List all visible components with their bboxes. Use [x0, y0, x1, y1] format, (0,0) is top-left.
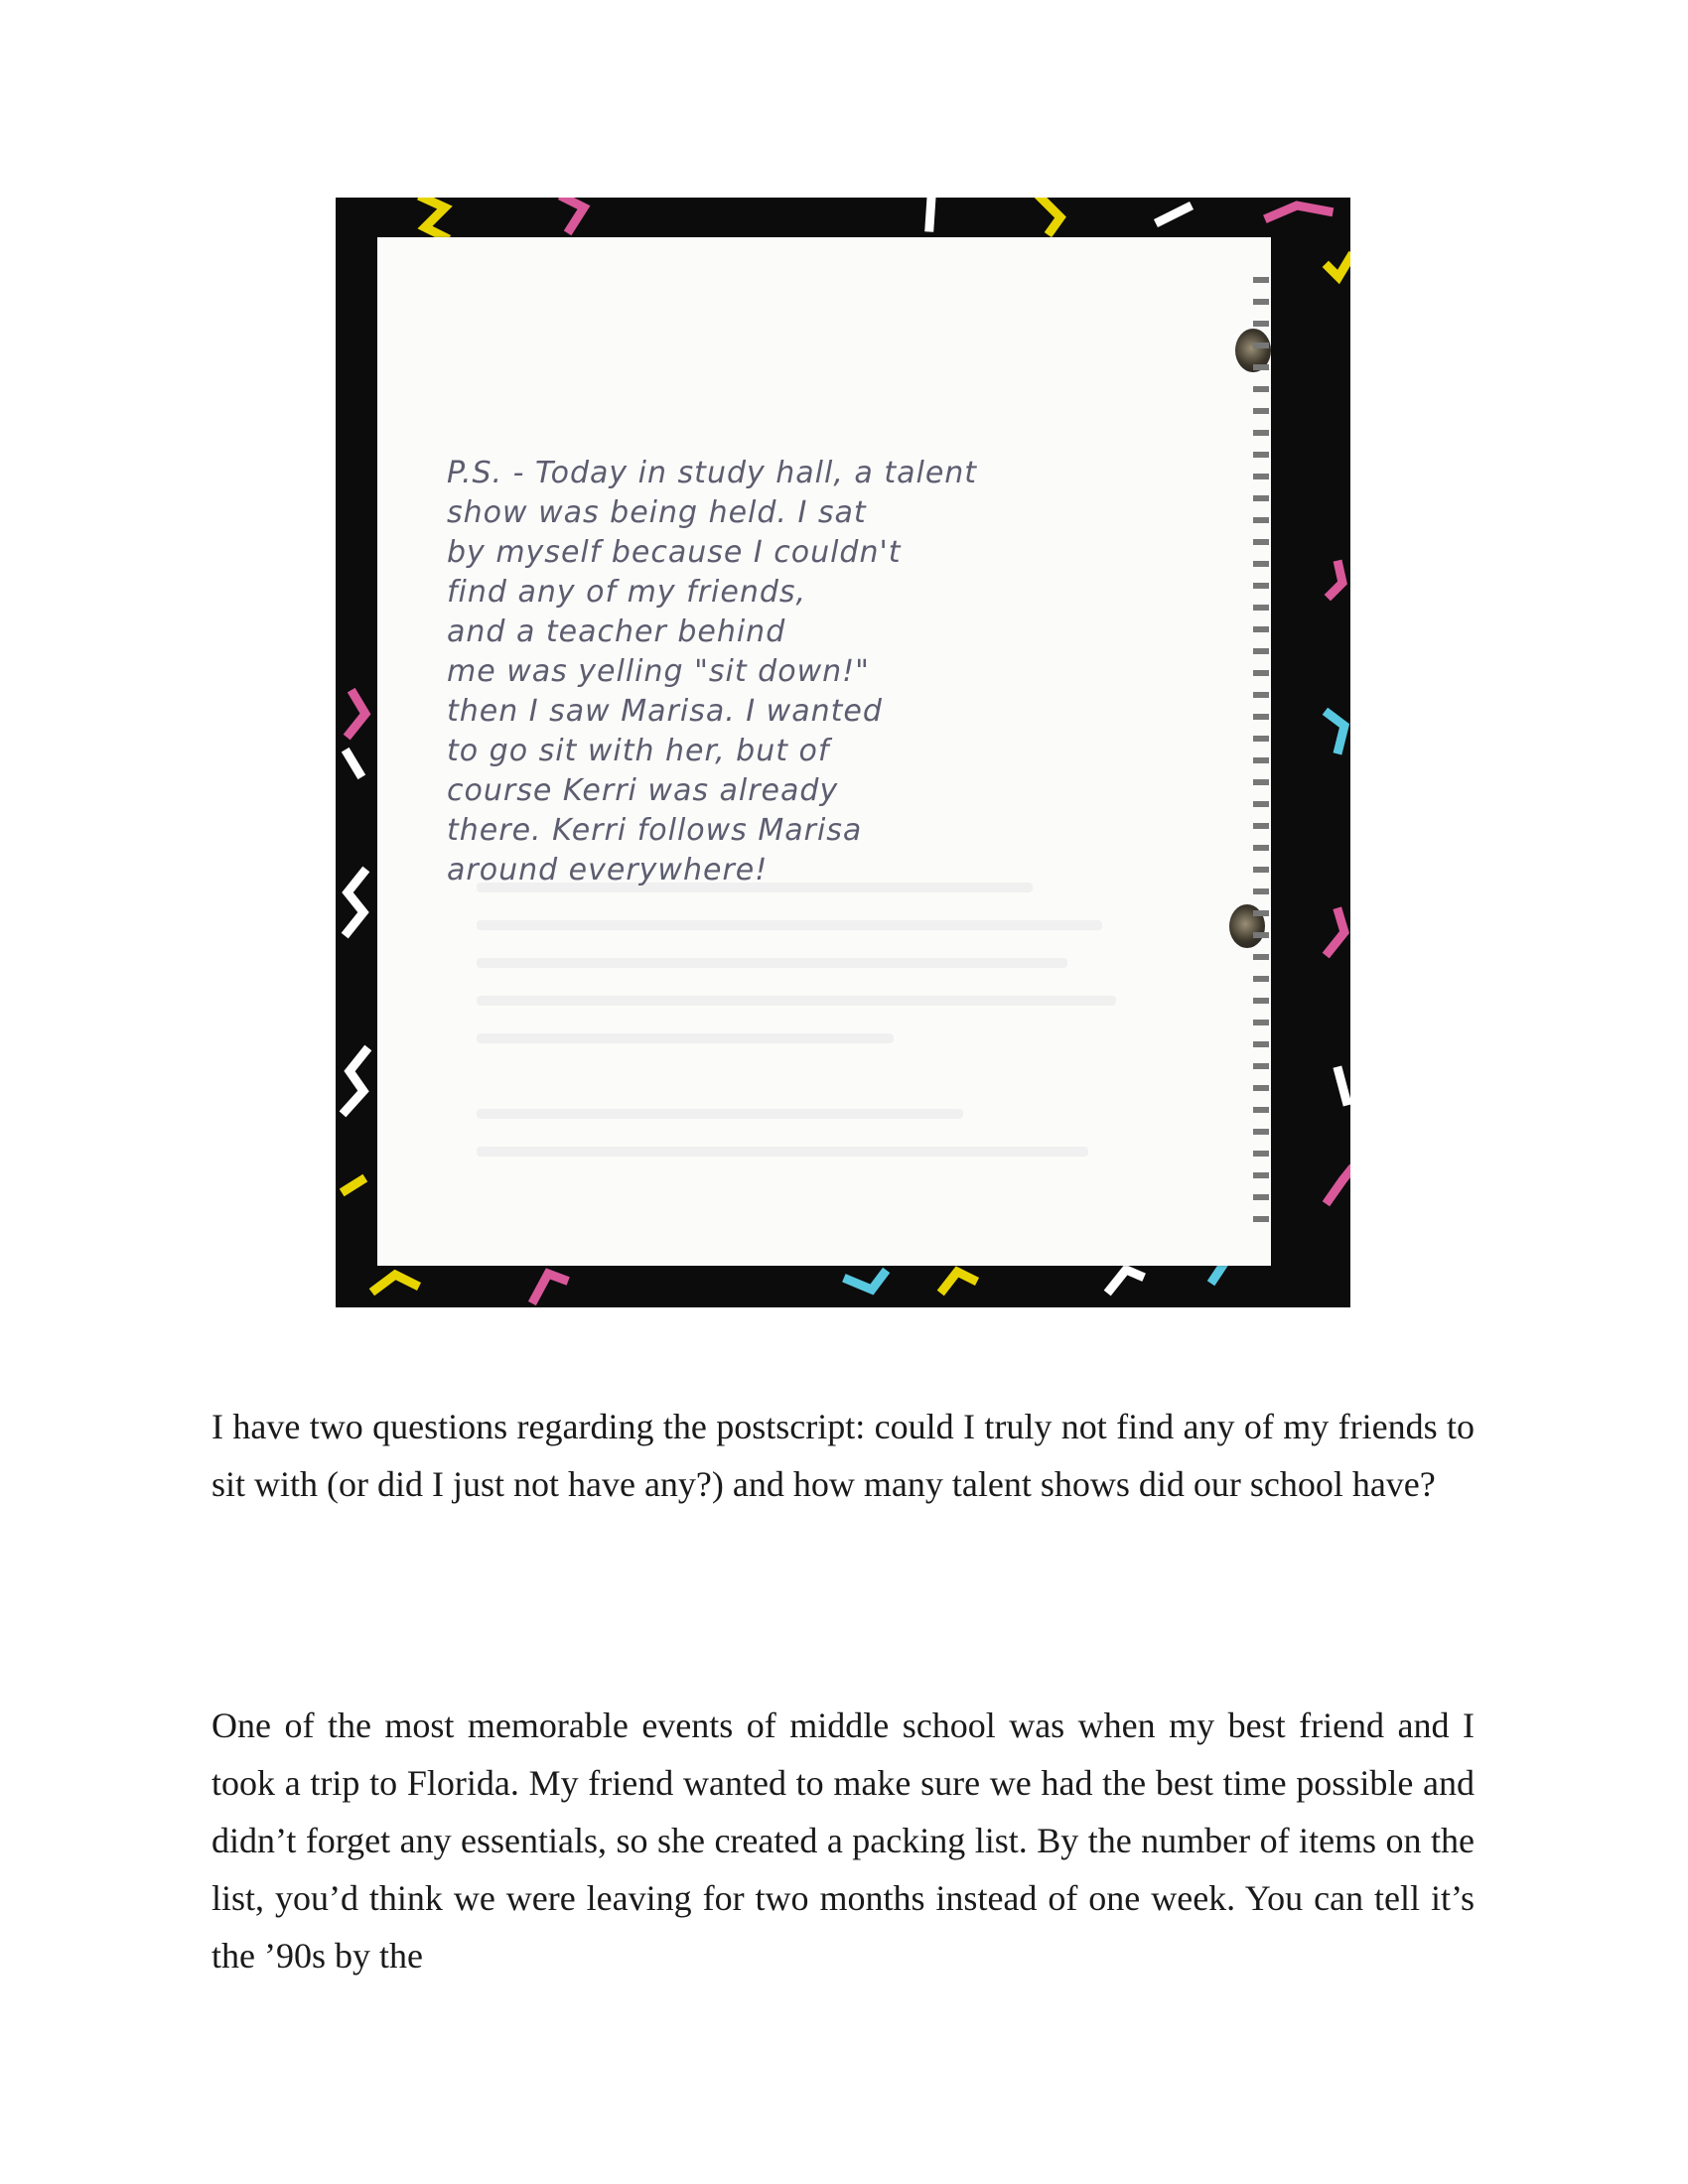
note-line: by myself because I couldn't: [447, 535, 902, 570]
note-line: around everywhere!: [447, 853, 769, 887]
note-line: then I saw Marisa. I wanted: [447, 694, 883, 729]
note-line: there. Kerri follows Marisa: [447, 813, 863, 848]
paragraph-postscript-questions: I have two questions regarding the postscript: could I truly not find any of my friends to sit with (or did I just not have any?) and how many talent shows did our school have?: [211, 1407, 1475, 1504]
erased-text: [477, 883, 1172, 1184]
note-line: and a teacher behind: [447, 614, 786, 649]
paragraph-florida-trip: One of the most memorable events of middle school was when my best friend and I took a trip to Florida. My friend wanted to make sure we had the best time possible and didn’t forget any essentials, so she created a packing list. By the number of items on the list, you’d think we were leaving for two months instead of one week. You can tell it’s the ’90s by the: [211, 1706, 1475, 1976]
notebook-page: [377, 237, 1271, 1266]
note-line: course Kerri was already: [447, 773, 839, 808]
note-line: find any of my friends,: [447, 575, 807, 610]
handwritten-note: [447, 454, 1271, 890]
note-line: to go sit with her, but of: [447, 734, 830, 768]
note-line: me was yelling "sit down!": [447, 654, 870, 689]
notebook-photo: [336, 198, 1350, 1307]
note-line: P.S. - Today in study hall, a talent: [447, 456, 978, 490]
note-line: show was being held. I sat: [447, 495, 867, 530]
